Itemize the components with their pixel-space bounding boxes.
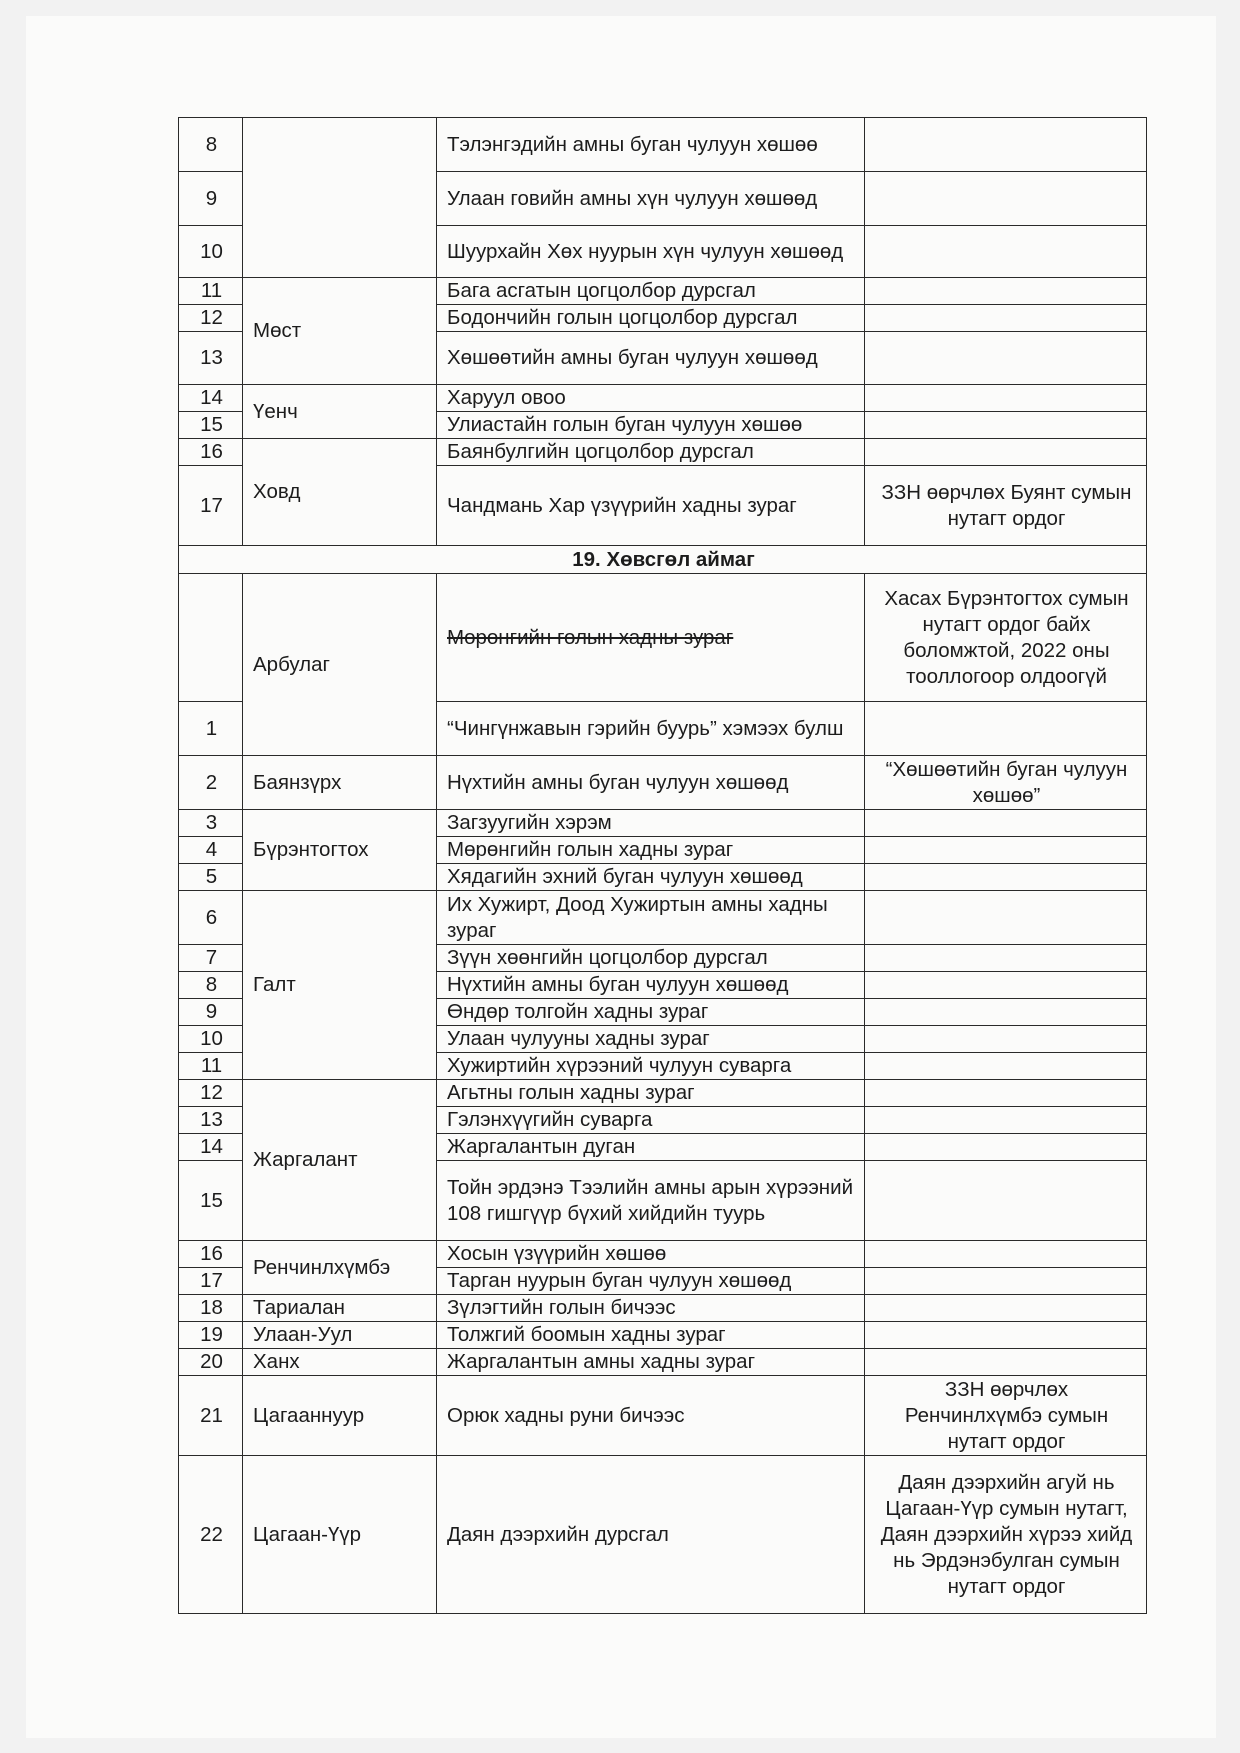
table-row xyxy=(179,756,1147,810)
soum-name: Баянзүрх xyxy=(243,756,437,810)
monument-name: “Чингүнжавын гэрийн буурь” хэмээх булш xyxy=(437,702,865,756)
row-number: 19 xyxy=(179,1322,243,1349)
monument-name: Улаан говийн амны хүн чулуун хөшөөд xyxy=(437,172,865,226)
soum-name: Цагаан-Үүр xyxy=(243,1456,437,1614)
note-cell xyxy=(865,1107,1147,1134)
soum-name: Ховд xyxy=(243,439,437,546)
monument-name: Гэлэнхүүгийн суварга xyxy=(437,1107,865,1134)
soum-name: Ханх xyxy=(243,1349,437,1376)
note-cell xyxy=(865,1134,1147,1161)
note-cell xyxy=(865,412,1147,439)
note-cell xyxy=(865,1295,1147,1322)
row-number: 1 xyxy=(179,702,243,756)
row-number: 11 xyxy=(179,1053,243,1080)
monument-name: Хосын үзүүрийн хөшөө xyxy=(437,1241,865,1268)
monument-name: Их Хужирт, Доод Хужиртын амны хадны зураг xyxy=(437,891,865,945)
note-cell xyxy=(865,972,1147,999)
soum-name: Бүрэнтогтох xyxy=(243,810,437,891)
note-cell xyxy=(865,1241,1147,1268)
row-number: 13 xyxy=(179,332,243,385)
table-row xyxy=(179,385,1147,412)
note-cell xyxy=(865,118,1147,172)
row-number: 2 xyxy=(179,756,243,810)
note-cell xyxy=(865,1349,1147,1376)
note-cell xyxy=(865,1053,1147,1080)
monument-name: Тарган нуурын буган чулуун хөшөөд xyxy=(437,1268,865,1295)
note-cell xyxy=(865,172,1147,226)
row-number: 4 xyxy=(179,837,243,864)
section-heading-row xyxy=(179,546,1147,574)
note-cell xyxy=(865,1322,1147,1349)
note-cell xyxy=(865,226,1147,278)
note-cell xyxy=(865,1080,1147,1107)
row-number: 5 xyxy=(179,864,243,891)
section-heading: 19. Хөвсгөл аймаг xyxy=(179,546,1147,574)
table-row xyxy=(179,574,1147,702)
row-number: 12 xyxy=(179,305,243,332)
table-row xyxy=(179,810,1147,837)
note-cell xyxy=(865,1026,1147,1053)
table-row xyxy=(179,1376,1147,1456)
monument-name: Мөрөнгийн голын хадны зураг xyxy=(437,837,865,864)
monument-name: Хөшөөтийн амны буган чулуун хөшөөд xyxy=(437,332,865,385)
table-row xyxy=(179,278,1147,305)
monument-name: Жаргалантын дуган xyxy=(437,1134,865,1161)
soum-name: Ренчинлхүмбэ xyxy=(243,1241,437,1295)
row-number: 17 xyxy=(179,466,243,546)
row-number: 22 xyxy=(179,1456,243,1614)
row-number: 16 xyxy=(179,1241,243,1268)
note-cell xyxy=(865,999,1147,1026)
note-cell: “Хөшөөтийн буган чулуун хөшөө” xyxy=(865,756,1147,810)
table-row xyxy=(179,118,1147,172)
soum-name: Арбулаг xyxy=(243,574,437,756)
note-cell xyxy=(865,864,1147,891)
row-number: 9 xyxy=(179,172,243,226)
soum-name: Галт xyxy=(243,891,437,1080)
monument-name-struck xyxy=(437,574,865,702)
monument-name: Улаан чулууны хадны зураг xyxy=(437,1026,865,1053)
row-number: 10 xyxy=(179,1026,243,1053)
row-number: 6 xyxy=(179,891,243,945)
soum-name: Жаргалант xyxy=(243,1080,437,1241)
monument-name: Даян дээрхийн дурсгал xyxy=(437,1456,865,1614)
soum-name: Цагааннуур xyxy=(243,1376,437,1456)
monument-name: Өндөр толгойн хадны зураг xyxy=(437,999,865,1026)
note-cell: ЗЗН өөрчлөх Буянт сумын нутагт ордог xyxy=(865,466,1147,546)
table-row xyxy=(179,1241,1147,1268)
row-number: 21 xyxy=(179,1376,243,1456)
row-number: 3 xyxy=(179,810,243,837)
note-cell xyxy=(865,945,1147,972)
note-cell xyxy=(865,837,1147,864)
note-cell xyxy=(865,332,1147,385)
note-cell xyxy=(865,810,1147,837)
row-number: 11 xyxy=(179,278,243,305)
monument-name: Тойн эрдэнэ Тээлийн амны арын хүрээний 108 гишгүүр бүхий хийдийн туурь xyxy=(437,1161,865,1241)
row-number: 14 xyxy=(179,1134,243,1161)
note-cell: Даян дээрхийн агуй нь Цагаан-Үүр сумын нутагт, Даян дээрхийн хүрээ хийд нь Эрдэнэбулган сумын нутагт ордог xyxy=(865,1456,1147,1614)
table-row xyxy=(179,1349,1147,1376)
note-cell xyxy=(865,1268,1147,1295)
table-row xyxy=(179,1456,1147,1614)
row-number: 8 xyxy=(179,972,243,999)
table-row xyxy=(179,1080,1147,1107)
monument-name: Нүхтийн амны буган чулуун хөшөөд xyxy=(437,756,865,810)
row-number: 20 xyxy=(179,1349,243,1376)
monument-name: Толжгий боомын хадны зураг xyxy=(437,1322,865,1349)
row-number: 13 xyxy=(179,1107,243,1134)
row-number: 7 xyxy=(179,945,243,972)
soum-name: Улаан-Уул xyxy=(243,1322,437,1349)
note-cell xyxy=(865,305,1147,332)
monument-name: Орюк хадны руни бичээс xyxy=(437,1376,865,1456)
note-cell: ЗЗН өөрчлөх Ренчинлхүмбэ сумын нутагт ордог xyxy=(865,1376,1147,1456)
monument-name: Улиастайн голын буган чулуун хөшөө xyxy=(437,412,865,439)
row-number: 17 xyxy=(179,1268,243,1295)
row-number: 16 xyxy=(179,439,243,466)
heritage-table xyxy=(178,117,1147,1614)
monument-name: Шуурхайн Хөх нуурын хүн чулуун хөшөөд xyxy=(437,226,865,278)
monument-name: Зүүн хөөнгийн цогцолбор дурсгал xyxy=(437,945,865,972)
soum-name: Мөст xyxy=(243,278,437,385)
monument-name: Агьтны голын хадны зураг xyxy=(437,1080,865,1107)
table-row xyxy=(179,891,1147,945)
struck-text: Мөрөнгийн голын хадны зураг xyxy=(447,625,734,649)
row-number: 15 xyxy=(179,1161,243,1241)
row-number: 14 xyxy=(179,385,243,412)
monument-name: Бодончийн голын цогцолбор дурсгал xyxy=(437,305,865,332)
monument-name: Харуул овоо xyxy=(437,385,865,412)
row-number: 12 xyxy=(179,1080,243,1107)
monument-name: Загзуугийн хэрэм xyxy=(437,810,865,837)
row-number: 8 xyxy=(179,118,243,172)
monument-name: Хядагийн эхний буган чулуун хөшөөд xyxy=(437,864,865,891)
table-row xyxy=(179,1322,1147,1349)
note-cell: Хасах Бүрэнтогтох сумын нутагт ордог байх боломжтой, 2022 оны тооллогоор олдоогүй xyxy=(865,574,1147,702)
monument-name: Чандмань Хар үзүүрийн хадны зураг xyxy=(437,466,865,546)
note-cell xyxy=(865,385,1147,412)
note-cell xyxy=(865,278,1147,305)
note-cell xyxy=(865,891,1147,945)
row-number xyxy=(179,574,243,702)
monument-name: Жаргалантын амны хадны зураг xyxy=(437,1349,865,1376)
monument-name: Баянбулгийн цогцолбор дурсгал xyxy=(437,439,865,466)
note-cell xyxy=(865,702,1147,756)
monument-name: Хужиртийн хүрээний чулуун суварга xyxy=(437,1053,865,1080)
table-row xyxy=(179,439,1147,466)
monument-name: Нүхтийн амны буган чулуун хөшөөд xyxy=(437,972,865,999)
row-number: 18 xyxy=(179,1295,243,1322)
note-cell xyxy=(865,1161,1147,1241)
row-number: 15 xyxy=(179,412,243,439)
monument-name: Бага асгатын цогцолбор дурсгал xyxy=(437,278,865,305)
row-number: 10 xyxy=(179,226,243,278)
note-cell xyxy=(865,439,1147,466)
soum-name: Үенч xyxy=(243,385,437,439)
soum-name: Тариалан xyxy=(243,1295,437,1322)
table-row xyxy=(179,1295,1147,1322)
monument-name: Зүлэгтийн голын бичээс xyxy=(437,1295,865,1322)
row-number: 9 xyxy=(179,999,243,1026)
soum-cell xyxy=(243,118,437,278)
monument-name: Тэлэнгэдийн амны буган чулуун хөшөө xyxy=(437,118,865,172)
